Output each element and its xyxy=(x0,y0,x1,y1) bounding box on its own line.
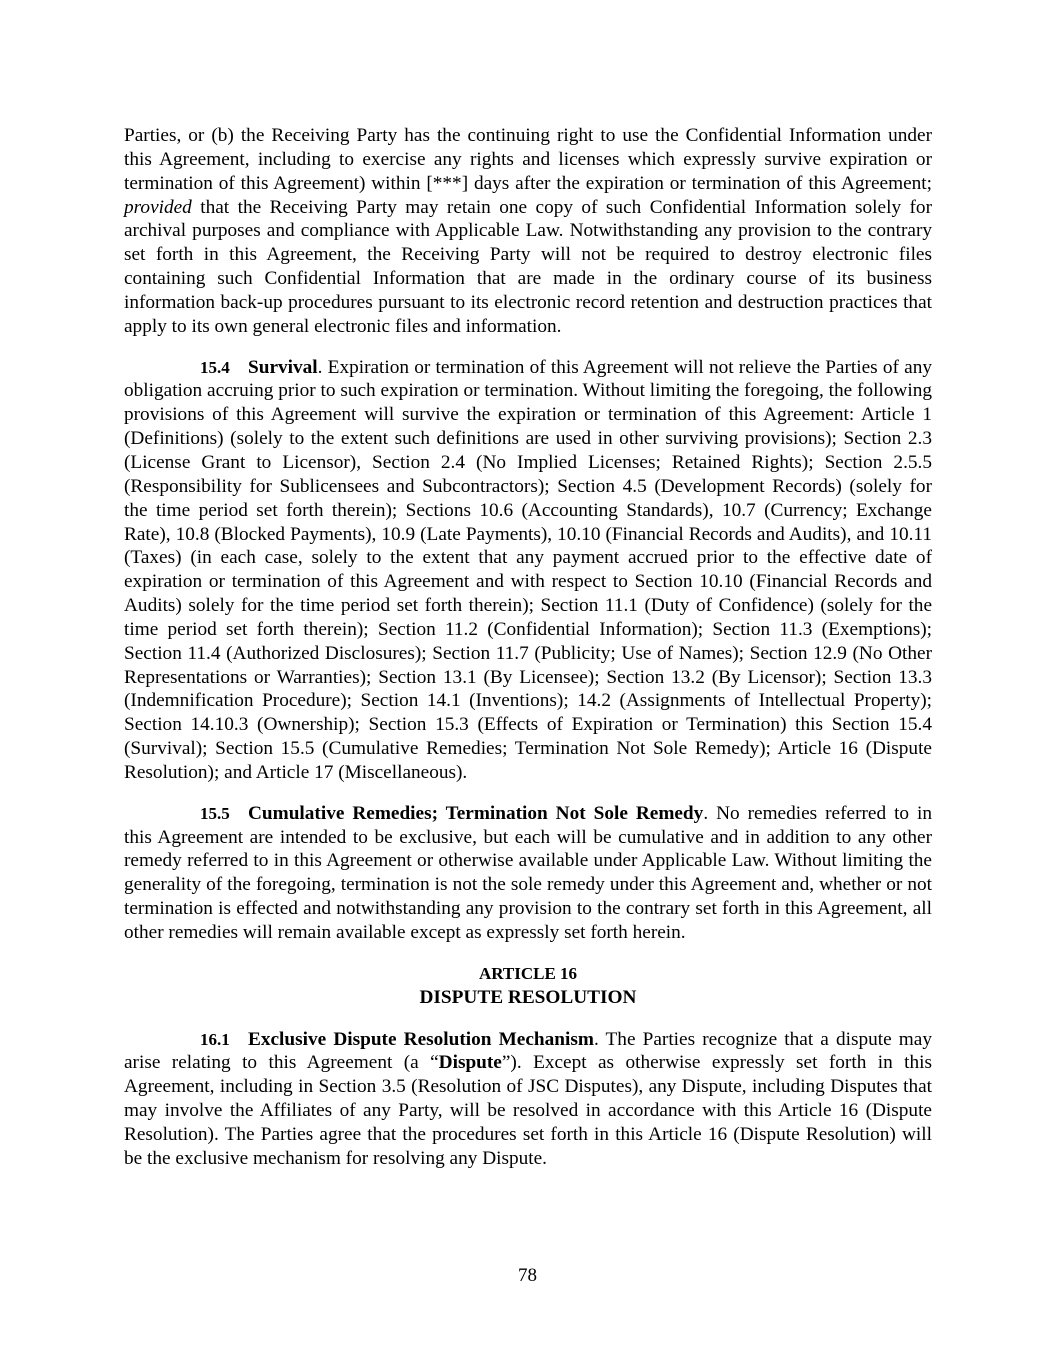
section-15-4-number: 15.4 xyxy=(200,357,230,377)
document-page xyxy=(124,124,932,1188)
section-15-4 xyxy=(124,356,932,785)
dispute-defined-term: Dispute xyxy=(438,1052,502,1074)
section-15-4-title: Survival xyxy=(248,356,318,378)
section-15-5 xyxy=(124,802,932,945)
continued-text-2: that the Receiving Party may retain one copy of such Confidential Information solely for archival purposes and compliance with Applicable Law. Notwithstanding any provision to the contrary set forth in this Agreement, the Receiving Party will not be required to destroy electronic files containing such Confidential Information that are made in the ordinary course of its business information back-up procedures pursuant to its electronic record retention and destruction practices that apply to its own general electronic files and information. xyxy=(124,196,932,337)
section-16-1 xyxy=(124,1028,932,1171)
page-number: 78 xyxy=(518,1265,537,1286)
section-15-4-body: . Expiration or termination of this Agreement will not relieve the Parties of any obligation accruing prior to such expiration or termination. Without limiting the foregoing, the following provisions of this Agreement will survive the expiration or termination of this Agreement: Article 1 (Definitions) (solely to the extent such definitions are used in other surviving provisions); Section 2.3 (License Grant to Licensor), Section 2.4 (No Implied Licenses; Retained Rights); Section 2.5.5 (Responsibility for Sublicensees and Subcontractors); Section 4.5 (Development Records) (solely for the time period set forth therein); Sections 10.6 (Accounting Standards), 10.7 (Currency; Exchange Rate), 10.8 (Blocked Payments), 10.9 (Late Payments), 10.10 (Financial Records and Audits), and 10.11 (Taxes) (in each case, solely to the extent that any payment accrued prior to the effective date of expiration or termination of this Agreement and with respect to Section 10.10 (Financial Records and Audits) solely for the time period set forth therein); Section 11.1 (Duty of Confidence) (solely for the time period set forth therein); Section 11.2 (Confidential Information); Section 11.3 (Exemptions); Section 11.4 (Authorized Disclosures); Section 11.7 (Publicity; Use of Names); Section 12.9 (No Other Representations or Warranties); Section 13.1 (By Licensee); Section 13.2 (By Licensor); Section 13.3 (Indemnification Procedure); Section 14.1 (Inventions); 14.2 (Assignments of Intellectual Property); Section 14.10.3 (Ownership); Section 15.3 (Effects of Expiration or Termination) this Section 15.4 (Survival); Section 15.5 (Cumulative Remedies; Termination Not Sole Remedy); Article 16 (Dispute Resolution); and Article 17 (Miscellaneous). xyxy=(124,356,932,783)
article-16-label: ARTICLE 16 xyxy=(478,963,578,983)
section-16-1-body-1: . The Parties recognize that a dispute may arise relating to this Agreement (a “ xyxy=(124,1028,932,1074)
section-16-1-body-2: ”). Except as otherwise expressly set forth in this Agreement, including in Section 3.5 (Resolution of JSC Disputes), any Dispute, including Disputes that may involve the Affiliates of any Party, will be resolved in accordance with this Article 16 (Dispute Resolution). The Parties agree that the procedures set forth in this Article 16 (Dispute Resolution) will be the exclusive mechanism for resolving any Dispute. xyxy=(124,1052,932,1169)
provided-italic: provided xyxy=(124,196,192,218)
article-16-title: DISPUTE RESOLUTION xyxy=(419,986,637,1008)
section-16-1-title: Exclusive Dispute Resolution Mechanism xyxy=(248,1028,594,1050)
section-15-5-number: 15.5 xyxy=(200,803,230,823)
section-15-5-body: . No remedies referred to in this Agreement are intended to be exclusive, but each will be cumulative and in addition to any other remedy referred to in this Agreement or otherwise available under Applicable Law. Without limiting the generality of the foregoing, termination is not the sole remedy under this Agreement and, whether or not termination is effected and notwithstanding any provision to the contrary set forth in this Agreement, all other remedies will remain available except as expressly set forth herein. xyxy=(124,802,933,943)
section-15-5-title: Cumulative Remedies; Termination Not Sole Remedy xyxy=(248,802,704,824)
continued-paragraph xyxy=(124,124,932,339)
section-16-1-number: 16.1 xyxy=(200,1029,230,1049)
continued-text-1: Parties, or (b) the Receiving Party has the continuing right to use the Confidential Information under this Agreement, including to exercise any rights and licenses which expressly survive expiration or termination of this Agreement) within [***] days after the expiration or termination of this Agreement; xyxy=(124,125,932,194)
article-16-heading xyxy=(124,962,932,1010)
